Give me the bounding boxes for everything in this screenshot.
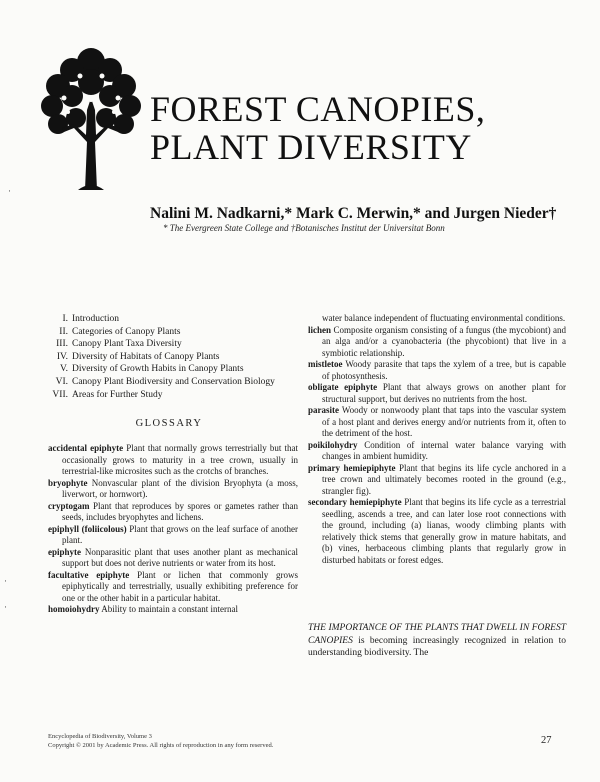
toc-item: II. Categories of Canopy Plants <box>59 326 181 337</box>
toc-item: VI. Canopy Plant Biodiversity and Conservation Biology <box>55 376 275 387</box>
scan-speck: · <box>8 186 11 196</box>
intro-lead: THE IMPORTANCE OF THE PLANTS THAT DWELL IN FOREST CANOPIES <box>308 623 566 646</box>
glossary-right-column <box>308 313 566 566</box>
glossary-entry: primary hemiepiphyte Plant that begins its life cycle anchored in a tree crown and ultimately becomes rooted in the ground (e.g., strangler fig). <box>308 462 567 496</box>
glossary-entry: parasite Woody or nonwoody plant that taps into the vascular system of a host plant and derives energy and/or nutrients from it, often to the detriment of the host. <box>308 405 566 438</box>
toc-item: I. Introduction <box>62 314 119 324</box>
footer-source: Encyclopedia of Biodiversity, Volume 3 <box>48 733 152 740</box>
glossary-entry: secondary hemiepiphyte Plant that begins its life cycle as a terrestrial seedling, ascends a tree, and can later lose root connections with the ground, including (a) lianas, woody climbing plants with relatively thick stems that generally grow in mature habitats, and (b) vines, herbaceous climbing plants that regularly grow in disturbed habitats or forest edges. <box>308 497 567 565</box>
glossary-entry: accidental epiphyte Plant that normally grows terrestrially but that occasionally grows to maturity in a tree crown, usually in terrestrial-like microsites such as the crotchs of branches. <box>48 443 299 476</box>
glossary-entry: lichen Composite organism consisting of a fungus (the mycobiont) and an alga and/or a cyanobacteria (the phycobiont) that live in a symbiotic relationship. <box>308 324 567 358</box>
glossary-entry: poikilohydry Condition of internal water balance varying with changes in ambient humidity. <box>308 439 567 461</box>
table-of-contents <box>40 313 290 401</box>
toc-item: III. Canopy Plant Taxa Diversity <box>56 339 182 350</box>
glossary-entry: cryptogam Plant that reproduces by spores or gametes rather than seeds, includes bryophytes and lichens. <box>48 500 299 522</box>
glossary-entry: facultative epiphyte Plant or lichen that commonly grows epiphytically and terrestrially, usually exhibiting preference for one or the other habit in a particular habitat. <box>48 569 298 603</box>
footer-copyright: Copyright © 2001 by Academic Press. All rights of reproduction in any form reserved. <box>48 741 274 749</box>
glossary-entry: epiphyll (foliicolous) Plant that grows on the leaf surface of another plant. <box>48 523 299 545</box>
glossary-continuation: water balance independent of fluctuating environmental conditions. <box>322 313 566 323</box>
glossary-heading: GLOSSARY <box>135 418 203 429</box>
author-list: Nalini M. Nadkarni,* Mark C. Merwin,* and Jurgen Nieder† <box>150 205 557 222</box>
tree-logo-icon <box>34 40 149 190</box>
page-number: 27 <box>541 735 552 746</box>
glossary-entry: epiphyte Nonparasitic plant that uses another plant as mechanical support but does not derive nutrients or water from its host. <box>48 546 299 568</box>
glossary-left-column <box>48 443 298 616</box>
glossary-entry: homoiohydry Ability to maintain a constant internal <box>48 604 238 614</box>
affiliation: * The Evergreen State College and †Botanisches Institut der Universitat Bonn <box>163 223 445 233</box>
intro-text: is becoming increasingly recognized in relation to understanding biodiversity. The <box>308 635 566 658</box>
title-line-1: FOREST CANOPIES, <box>150 89 486 129</box>
glossary-entry: mistletoe Woody parasite that taps the xylem of a tree, but is capable of photosynthesis. <box>308 359 566 381</box>
toc-item: VII. Areas for Further Study <box>52 389 163 400</box>
glossary-entry: obligate epiphyte Plant that always grows on another plant for structural support, but derives no nutrients from the host. <box>308 382 566 404</box>
toc-item: IV. Diversity of Habitats of Canopy Plants <box>56 351 220 362</box>
intro-paragraph <box>308 622 566 660</box>
title-line-2: PLANT DIVERSITY <box>150 127 472 167</box>
scan-speck: · <box>4 602 7 612</box>
glossary-entry: bryophyte Nonvascular plant of the division Bryophyta (a moss, liverwort, or hornwort). <box>48 477 299 499</box>
scan-speck: · <box>4 576 7 586</box>
article-title <box>150 90 485 166</box>
page-footer <box>48 733 273 750</box>
toc-item: V. Diversity of Growth Habits in Canopy Plants <box>59 364 244 375</box>
